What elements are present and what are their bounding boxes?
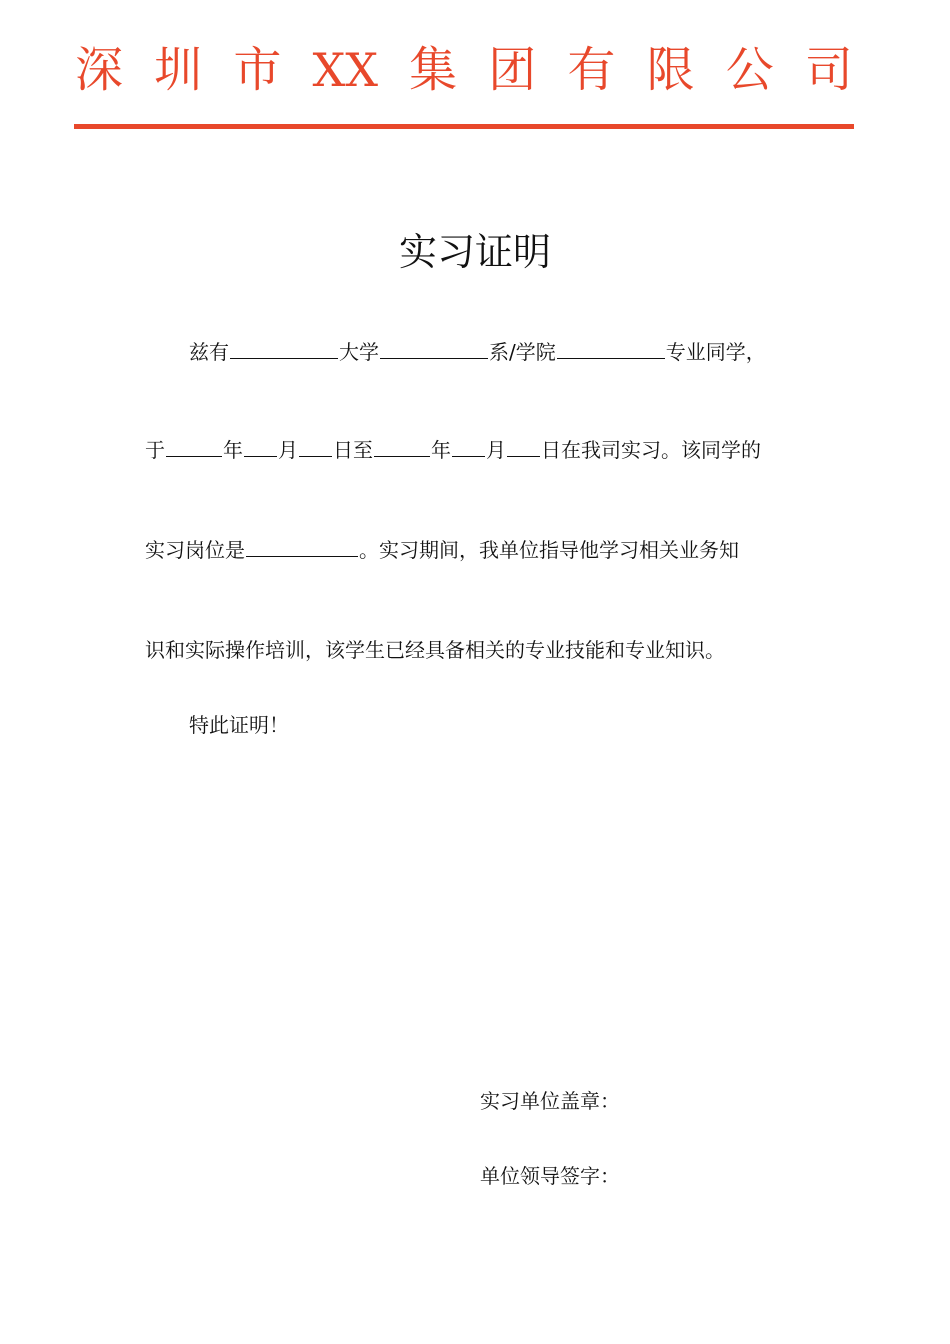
major-blank[interactable] (557, 338, 665, 359)
body-line-4: 识和实际操作培训，该学生已经具备相关的专业技能和专业知识。 (145, 638, 725, 662)
position-blank[interactable] (246, 536, 358, 557)
start-year-blank[interactable] (166, 436, 222, 457)
text-segment: 月 (486, 438, 506, 462)
document-title: 实习证明 (398, 230, 551, 274)
text-segment: 于 (145, 438, 165, 462)
university-blank[interactable] (230, 338, 338, 359)
body-line-2 (145, 436, 761, 464)
leader-signature-label: 单位领导签字： (480, 1164, 620, 1188)
header-divider (74, 124, 854, 129)
text-segment: 实习岗位是 (145, 538, 245, 562)
text-segment: 日在我司实习。该同学的 (541, 438, 761, 462)
start-day-blank[interactable] (299, 436, 332, 457)
department-blank[interactable] (380, 338, 488, 359)
company-name-char: 市 (233, 42, 282, 98)
company-name-char: 司 (804, 42, 853, 98)
company-name-char: 限 (646, 42, 695, 98)
start-month-blank[interactable] (244, 436, 277, 457)
closing-statement: 特此证明！ (189, 713, 289, 737)
end-year-blank[interactable] (374, 436, 430, 457)
seal-label: 实习单位盖章： (480, 1089, 620, 1113)
text-segment: 月 (278, 438, 298, 462)
company-letterhead (75, 40, 853, 100)
end-month-blank[interactable] (452, 436, 485, 457)
text-segment: 年 (223, 438, 243, 462)
body-line-3 (145, 536, 739, 564)
text-segment: 兹有 (189, 340, 229, 364)
end-day-blank[interactable] (507, 436, 540, 457)
text-segment: 系/学院 (489, 340, 556, 364)
text-segment: 专业同学， (665, 340, 766, 364)
company-name-char: 有 (567, 42, 616, 98)
text-segment: 年 (431, 438, 451, 462)
company-name-char: 圳 (154, 42, 203, 98)
company-name-char: 深 (75, 42, 124, 98)
company-name-char: 集 (409, 42, 458, 98)
body-line-1 (189, 338, 766, 366)
company-name-char: 团 (488, 42, 537, 98)
text-segment: 大学 (339, 340, 379, 364)
text-segment: 日至 (333, 438, 373, 462)
text-segment: 。实习期间，我单位指导他学习相关业务知 (359, 538, 739, 562)
company-name-char: 公 (725, 42, 774, 98)
company-name-char: XX (312, 43, 378, 97)
